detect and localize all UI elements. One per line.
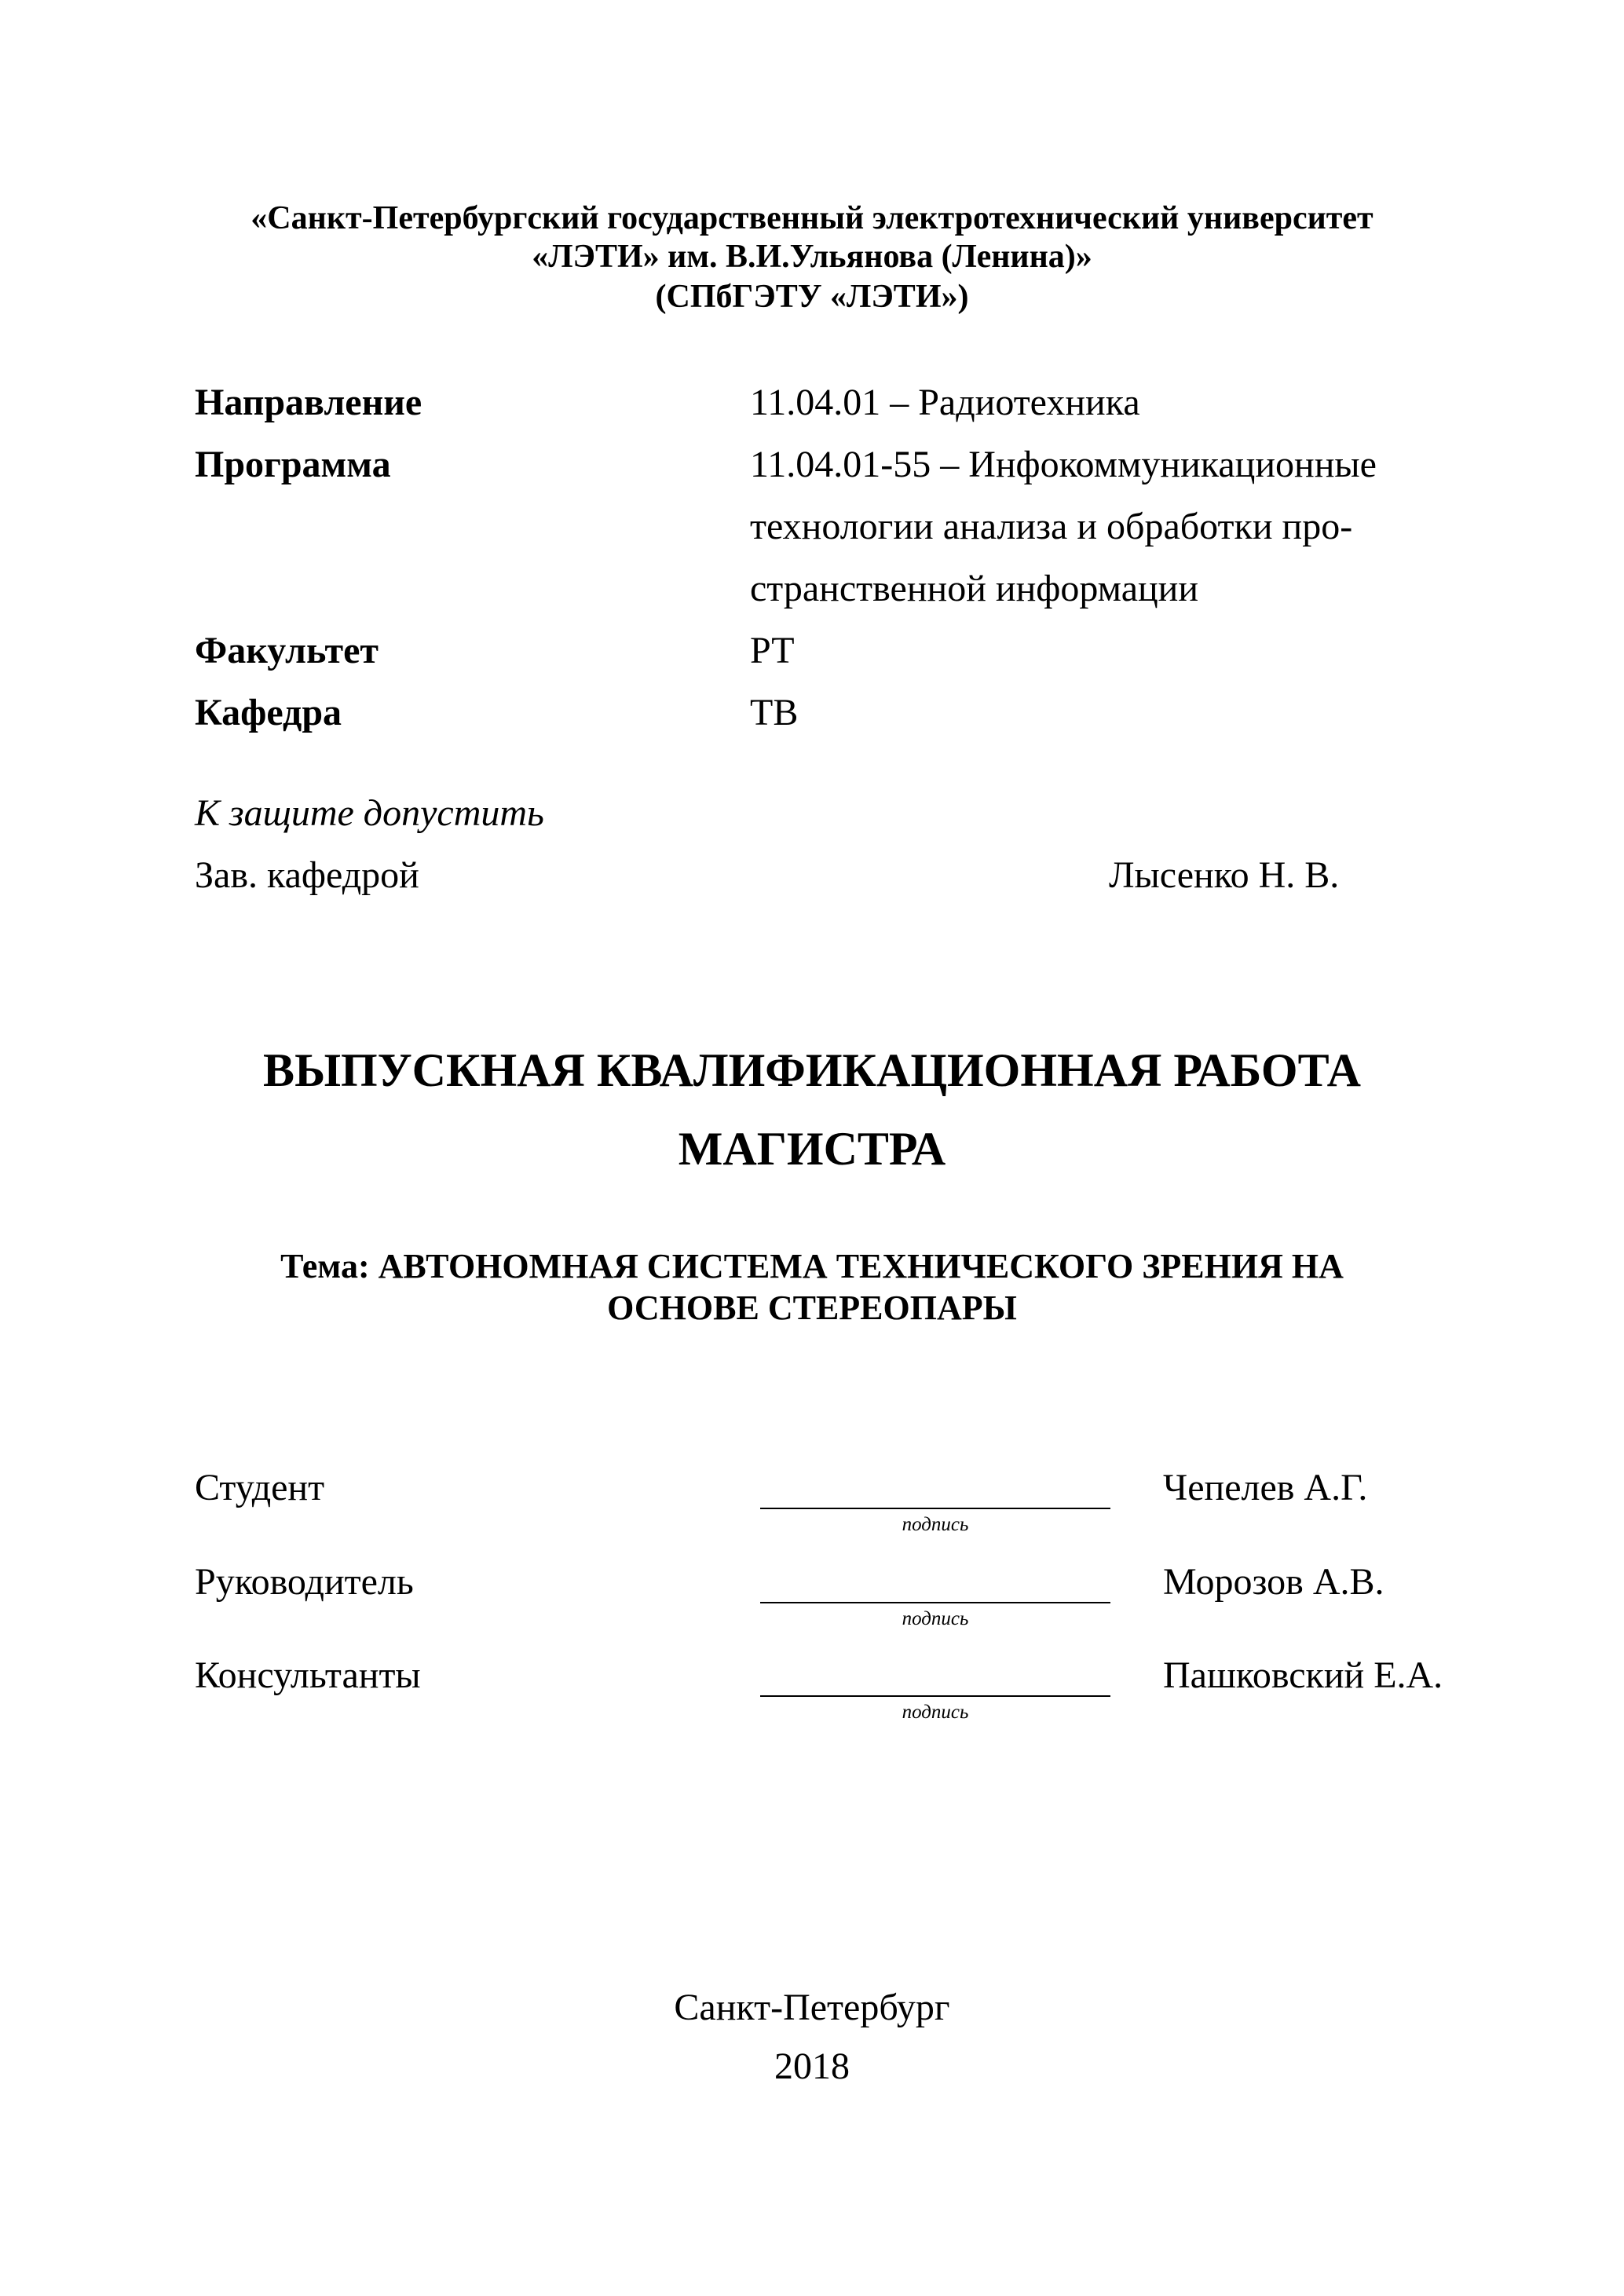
faculty-value: РТ [750,630,795,671]
consultants-role: Консультанты [195,1654,421,1696]
student-signature-line [760,1508,1110,1509]
student-name: Чепелев А.Г. [1163,1467,1368,1508]
department-label: Кафедра [195,692,342,733]
topic-line-2: ОСНОВЕ СТЕРЕОПАРЫ [607,1289,1017,1327]
footer-city: Санкт-Петербург [674,1987,950,2028]
footer-year: 2018 [774,2046,850,2087]
university-name-line-2: «ЛЭТИ» им. В.И.Ульянова (Ленина)» [532,239,1092,275]
program-label: Программа [195,444,391,485]
consultants-name: Пашковский Е.А. [1163,1654,1443,1696]
faculty-label: Факультет [195,630,379,671]
topic-line-1: Тема: АВТОНОМНАЯ СИСТЕМА ТЕХНИЧЕСКОГО ЗРЕНИЯ НА [280,1247,1344,1285]
university-name-line-1: «Санкт-Петербургский государственный электротехнический университет [251,200,1373,236]
direction-label: Направление [195,382,422,423]
supervisor-signature-line [760,1602,1110,1603]
approval-note: К защите допустить [195,792,544,834]
supervisor-name: Морозов А.В. [1163,1561,1384,1603]
consultants-signature-caption: подпись [902,1702,969,1723]
title-line-1: ВЫПУСКНАЯ КВАЛИФИКАЦИОННАЯ РАБОТА [263,1044,1361,1096]
program-value-line-3: странственной информации [750,568,1199,609]
student-role: Студент [195,1467,325,1508]
title-line-2: МАГИСТРА [678,1123,946,1175]
student-signature-caption: подпись [902,1514,969,1535]
approval-role: Зав. кафедрой [195,854,419,896]
department-value: ТВ [750,692,799,733]
approval-name: Лысенко Н. В. [1109,854,1340,896]
program-value-line-1: 11.04.01-55 – Инфокоммуникационные [750,444,1377,485]
direction-value: 11.04.01 – Радиотехника [750,382,1140,423]
program-value-line-2: технологии анализа и обработки про- [750,506,1353,547]
consultants-signature-line [760,1695,1110,1697]
supervisor-role: Руководитель [195,1561,414,1603]
university-abbreviation: (СПбГЭТУ «ЛЭТИ») [655,279,969,315]
supervisor-signature-caption: подпись [902,1608,969,1629]
